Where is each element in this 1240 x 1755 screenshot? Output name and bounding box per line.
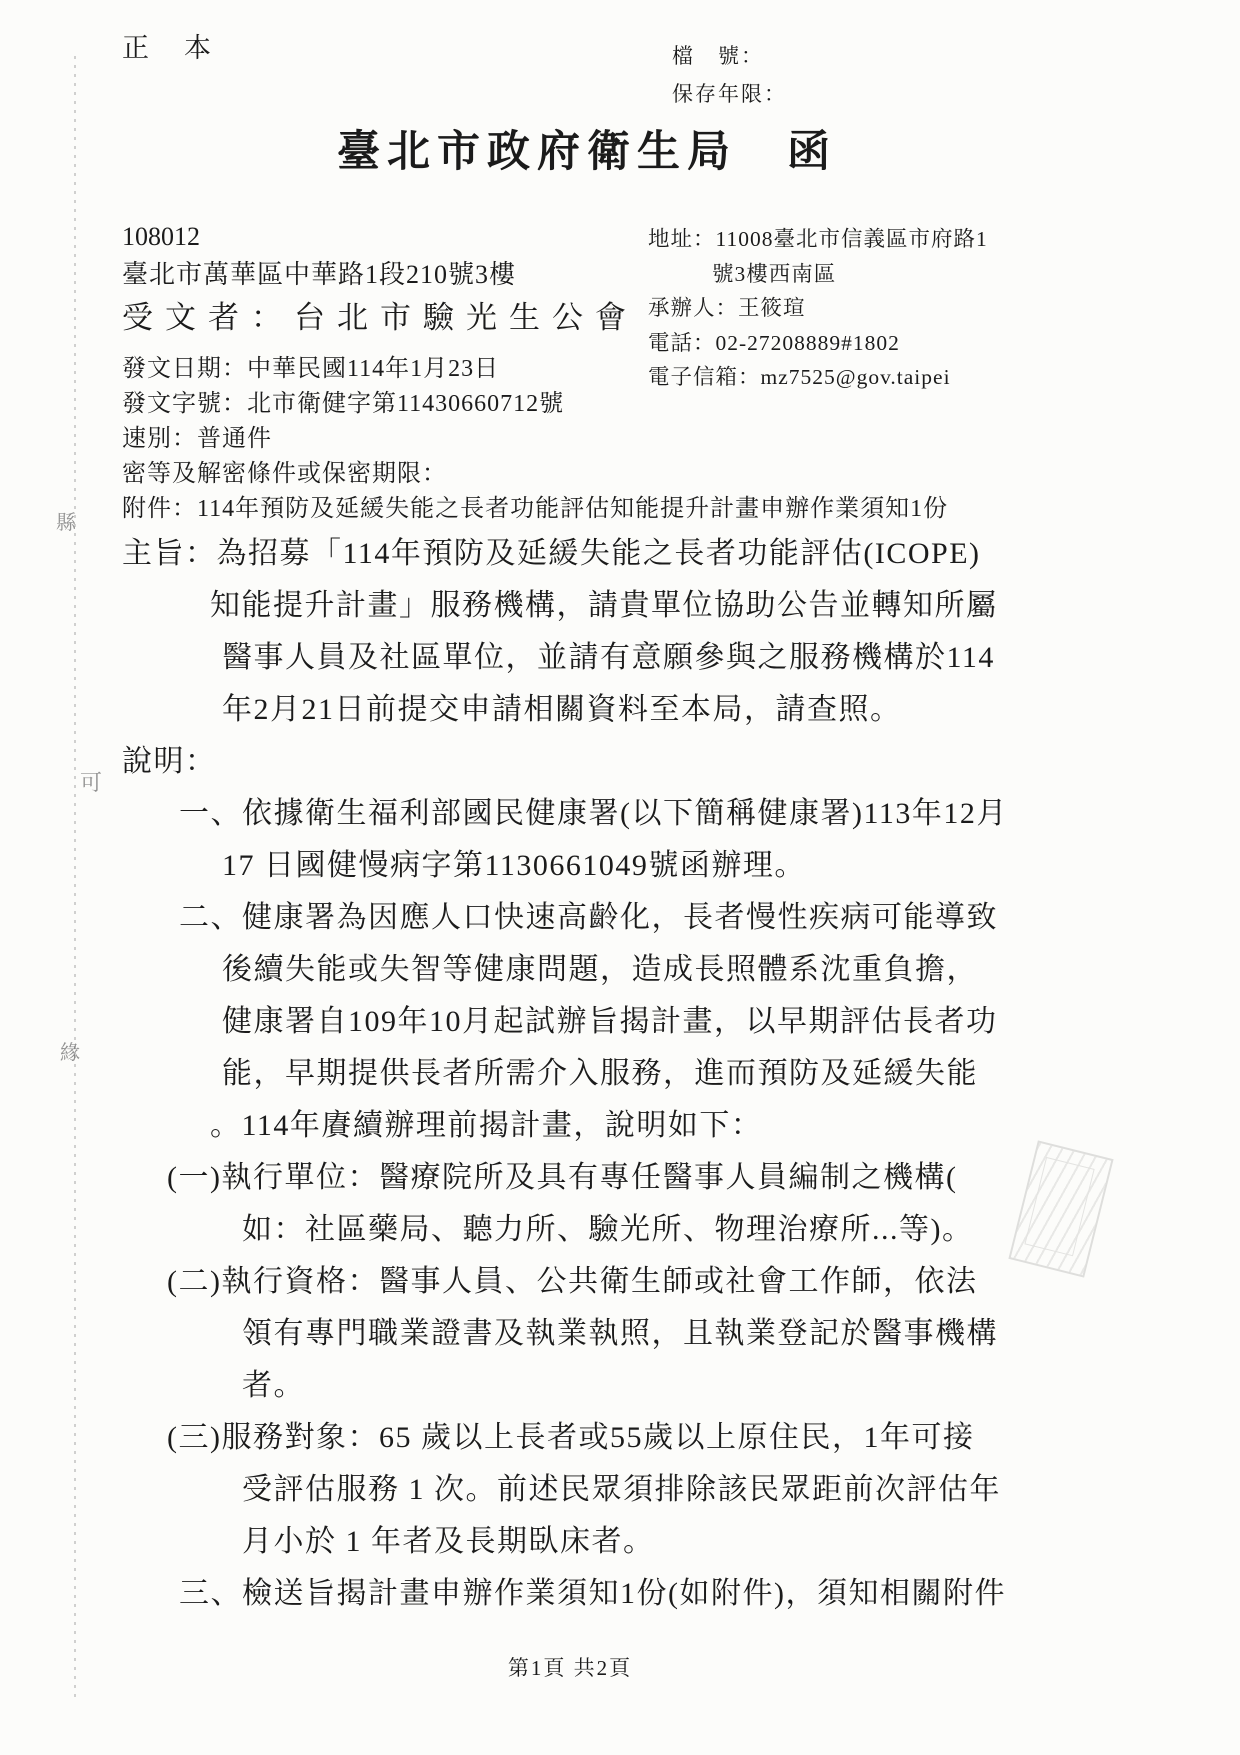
subject-line: 知能提升計畫」服務機構，請貴單位協助公告並轉知所屬	[210, 589, 998, 622]
explanation-heading: 說明：	[122, 745, 217, 778]
sender-email: 電子信箱：mz7525@gov.taipei	[648, 365, 951, 389]
sub-item-2: 領有專門職業證書及執業執照，且執業登記於醫事機構	[242, 1317, 998, 1350]
sender-phone: 電話：02-27208889#1802	[648, 330, 900, 355]
bleedthrough-mark: 可	[80, 770, 103, 795]
doc-number-line: 發文字號：北市衛健字第11430660712號	[122, 391, 565, 417]
file-number-label: 檔 號：	[672, 44, 764, 68]
page-number-footer: 第1頁 共2頁	[507, 1656, 633, 1680]
recipient-zip-code: 108012	[122, 222, 200, 251]
sub-item-3: 受評估服務 1 次。前述民眾須排除該民眾距前次評估年	[242, 1473, 1001, 1506]
copy-type-label: 正 本	[122, 33, 215, 63]
faint-seal-artifact	[1008, 1140, 1113, 1277]
sub-item-3: (三)服務對象：65 歲以上長者或55歲以上原住民，1年可接	[167, 1421, 975, 1454]
priority-line: 速別：普通件	[122, 426, 272, 452]
explanation-item-1: 一、依據衛生福利部國民健康署(以下簡稱健康署)113年12月	[179, 797, 1008, 830]
sub-item-3: 月小於 1 年者及長期臥床者。	[242, 1525, 655, 1558]
sub-item-1: (一)執行單位：醫療院所及具有專任醫事人員編制之機構(	[167, 1161, 958, 1194]
explanation-item-2: 後續失能或失智等健康問題，造成長照體系沈重負擔，	[222, 953, 978, 986]
document-meta-block	[122, 352, 948, 527]
subject-line: 年2月21日前提交申請相關資料至本局，請查照。	[222, 693, 902, 726]
sender-contact-person: 承辦人：王筱瑄	[648, 296, 806, 320]
sub-item-2: 者。	[242, 1369, 305, 1402]
sender-address-line1: 地址：11008臺北市信義區市府路1	[648, 227, 988, 251]
recipient-address: 臺北市萬華區中華路1段210號3樓	[122, 260, 517, 289]
explanation-item-1: 17 日國健慢病字第1130661049號函辦理。	[222, 849, 806, 882]
explanation-item-2: 二、健康署為因應人口快速高齡化，長者慢性疾病可能導致	[179, 901, 998, 934]
recipient-line: 受文者：台北市驗光生公會	[122, 300, 638, 335]
scan-dotted-margin-line	[74, 56, 76, 1700]
subject-line: 醫事人員及社區單位，並請有意願參與之服務機構於114	[222, 641, 995, 674]
letter-body	[122, 528, 1008, 1620]
bleedthrough-mark: 縣	[56, 512, 76, 534]
security-line: 密等及解密條件或保密期限：	[122, 461, 447, 487]
faint-seal-inner-border	[1024, 1157, 1094, 1256]
attachment-line: 附件：114年預防及延緩失能之長者功能評估知能提升計畫申辦作業須知1份	[122, 496, 949, 522]
document-title: 臺北市政府衛生局 函	[337, 129, 837, 176]
explanation-item-2: 能，早期提供長者所需介入服務，進而預防及延緩失能	[222, 1057, 978, 1090]
subject-line: 主旨：為招募「114年預防及延緩失能之長者功能評估(ICOPE)	[122, 537, 981, 570]
issue-date-line: 發文日期：中華民國114年1月23日	[122, 356, 500, 382]
explanation-item-3: 三、檢送旨揭計畫申辦作業須知1份(如附件)，須知相關附件	[179, 1577, 1006, 1610]
retention-period-label: 保存年限：	[672, 82, 787, 106]
sub-item-2: (二)執行資格：醫事人員、公共衛生師或社會工作師，依法	[167, 1265, 978, 1298]
sub-item-1: 如：社區藥局、聽力所、驗光所、物理治療所...等)。	[242, 1213, 974, 1246]
explanation-item-2: 健康署自109年10月起試辦旨揭計畫，以早期評估長者功	[222, 1005, 998, 1038]
sender-address-line2: 號3樓西南區	[712, 261, 837, 286]
bleedthrough-mark: 緣	[60, 1042, 80, 1064]
explanation-item-2: 。114年賡續辦理前揭計畫，說明如下：	[210, 1109, 763, 1142]
